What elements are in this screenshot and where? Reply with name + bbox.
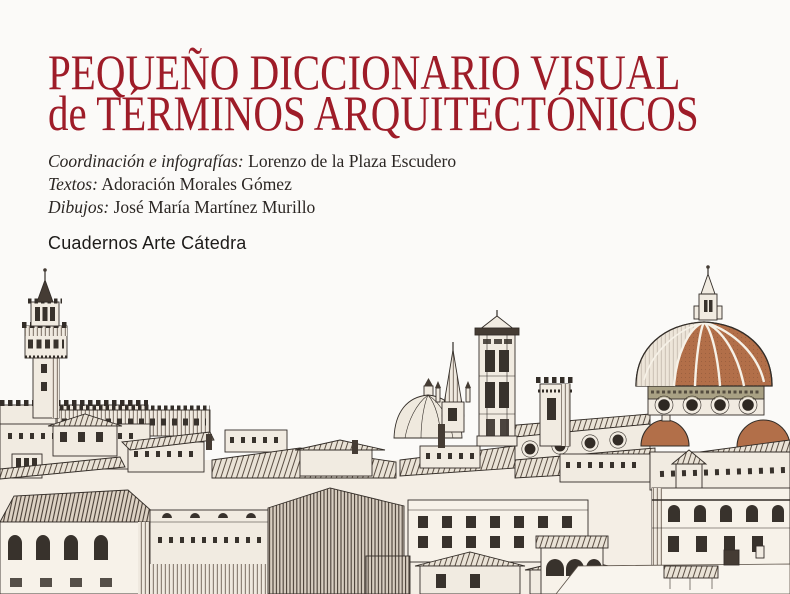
credit-drawings-name: José María Martínez Murillo: [113, 197, 316, 217]
page-title: [48, 44, 699, 141]
brunelleschi-dome: [636, 265, 790, 447]
credit-texts: [48, 173, 456, 196]
title-line-2: de TÉRMINOS ARQUITECTÓNICOS: [48, 85, 699, 141]
giotto-campanile: [475, 310, 519, 446]
credit-coordination-name: Lorenzo de la Plaza Escudero: [248, 151, 457, 171]
bargello-tower: [536, 380, 574, 446]
credit-texts-name: Adoración Morales Gómez: [101, 174, 292, 194]
florence-skyline-illustration: [0, 264, 790, 594]
title-line-1: PEQUEÑO DICCIONARIO VISUAL: [48, 44, 681, 100]
credit-coordination-label: Coordinación e infografías:: [48, 151, 244, 171]
credit-coordination: [48, 150, 456, 173]
publisher-imprint: Cuadernos Arte Cátedra: [48, 233, 247, 253]
credit-drawings-label: Dibujos:: [48, 197, 110, 217]
credits-block: [48, 150, 456, 219]
credit-texts-label: Textos:: [48, 174, 98, 194]
palazzo-vecchio-tower: [0, 268, 210, 436]
credit-drawings: [48, 196, 456, 219]
